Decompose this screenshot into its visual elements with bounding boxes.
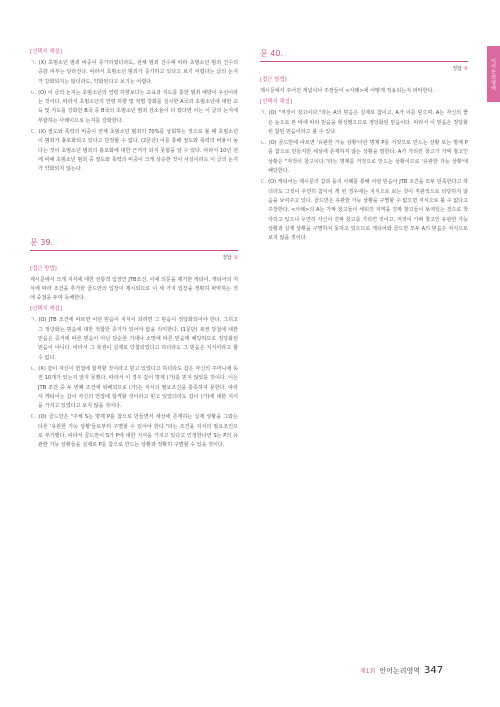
- section1-options-tag: [선택지 해설]: [30, 49, 62, 55]
- page-number: 347: [424, 665, 444, 676]
- answer-label: 정답: [222, 254, 232, 261]
- q39-item-2: ㄴ. (X) 갑이 자신이 면접에 합격할 것이라고 믿고 있었다고 하더라도 갑은 자신의 주머니에 동전 10개가 있는지 알지 못했다. 따라서 이 경우 갑이 명제 (가)를 믿지 않았을 것이다. 이는 JTB 조건 중 두 번째 조건에 위배되므로 (가)는 지식의 필요조건을 충족하지 못한다. 따라서 게티어는 갑이 자신의 면접에 합격할 것이라고 믿고 있었더라도 갑이 (가)에 대한 지식을 가지고 있었다고 보지 않을 것이다.: [30, 365, 238, 410]
- q39-item-1: ㄱ. (O) JTB 조건에 따르면 어떤 믿음이 지식이 되려면 그 믿음이 정당화되어야 한다. 그리고 그 정당화는 믿음에 대한 적합한 증거가 있어야 함을 의미한다. (1문단) 복권 당첨에 대한 믿음은 증거에 따른 믿음이 아닌 단순한 기대나 소망에 따른 믿음에 해당하므로 정당화된 믿음이 아니다. 따라서 그 복권이 실제로 당첨되었다고 하더라도 그 믿음은 지식이라고 할 수 없다.: [30, 317, 238, 361]
- left-column: [30, 48, 238, 453]
- question-39-answer: [30, 254, 238, 261]
- answer-number: ③: [233, 254, 238, 261]
- q39-method-tag: [접근 방법]: [30, 265, 57, 272]
- side-section-tab: 이어논리영역: [487, 46, 500, 102]
- right-column: [260, 48, 468, 245]
- q40-item-1: ㄱ. (O) "저것이 창고이다."라는 A의 믿음은 실제로 참이고, A가 이를 믿으며, A는 자신의 좋은 눈으로 본 바에 따라 믿음을 형성했으므로 정당화된 믿음이다. 따라서 이 믿음은 정당화된 참된 믿음이라고 볼 수 있다.: [260, 110, 468, 135]
- question-40-title: 문 40.: [260, 48, 468, 62]
- q39-method-text: 제시문에서 크게 지식에 대한 전통적 입장인 JTB조건, 이에 의문을 제기한 게티어, 게티어의 지식에 따라 조건을 추가한 골드만의 입장이 제시되므로 이 세 가지 입장을 정확히 파악하는 것에 중점을 두며 독해한다.: [30, 276, 238, 302]
- q40-method-tag: [접근 방법]: [260, 77, 287, 83]
- q39-item-3: ㄷ. (O) 골드만은 "주체 S는 명제 P를 참으로 만들면서 세상에 존재하는 실제 상황을 그와는 다른 '유관한 가능 상황'들로부터 구별할 수 있어야 한다."라는 조건을 지식의 필요조건으로 부가했다. 따라서 골드만이 S가 P에 대한 지식을 가지고 있다고 인정한다면 S는 P의 유관한 가능 상황들을 실제로 P를 참으로 만드는 상황과 정확히 구별할 수 있을 것이다.: [30, 414, 238, 449]
- question-39-title: 문 39.: [30, 237, 238, 251]
- q40-item-2: ㄴ. (O) 골드만에 따르면 '유관한 가능 상황'이란 명제 P를 거짓으로 만드는 상황 또는 명제 P를 참으로 만들지만 세상에 존재하지 않는 상황을 말한다. A가 가리킨 창고가 가짜 창고인 상황은 "저것이 창고이다."라는 명제를 거짓으로 만드는 상황이므로 '유관한 가능 상황'에 해당한다.: [260, 140, 468, 175]
- answer-number: ⑤: [463, 66, 468, 72]
- q40-method-text: 제시문에서 주어진 개념이나 주장들이 <사례>에 어떻게 적용되는지 파악한다.: [260, 88, 435, 94]
- q39-options-tag: [선택지 해설]: [30, 306, 62, 313]
- answer-label: 정답: [452, 66, 462, 72]
- page-footer: [360, 665, 443, 676]
- section1-item-3: ㄷ. (X) 절도와 폭력의 비중이 전체 초범소년 범죄의 70%를 상회하는 것으로 볼 때 초범소년이 범죄가 흉포화되고 있다고 단정할 수 없다. (2문단) 이를 통해 절도와 폭력의 비율이 높다는 것이 초범소년 범죄의 흉포화에 대한 근거가 되지 못함을 알 수 있다. 따라서 10년 전에 비해 초범소년 범죄 중 절도와 폭력의 비중이 크게 상승한 것이 사실이라도 이 글의 논지가 약화되지 않는다.: [30, 129, 238, 173]
- q40-item-3: ㄷ. (O) 게티어는 제시문의 갑과 을의 사례를 통해 어떤 믿음이 JTB 조건을 모두 만족한다고 하더라도 그것이 우연히 참이어 게 된 경우에는 지식으로 보는 것이 직관적으로 타당하지 않음을 보여주고 있다. 골드만은 유관한 가능 상황을 구별할 수 없으면 지식으로 볼 수 없다고 주장한다. <사례>의 A는 가짜 창고들이 세워진 지역을 진짜 창고들이 보여있는 것으로 착각하고 있으나 우연히 자신이 진짜 창고를 가리킨 것이고, 저것이 가짜 창고인 유관한 가능 상황과 실제 상황을 구별하지 못하고 있으므로 게티어와 골드만 모두 A의 믿음은 지식으로 보지 않을 것이다.: [260, 179, 468, 242]
- q40-options-tag: [선택지 해설]: [260, 99, 292, 106]
- section1-item-2: ㄴ. (O) 이 글의 논지는 초범소년의 연령 하향보다는 교육과 지도를 통한 범죄 예방이 우선이라는 것이다. 따라서 초범소년의 연령 하향 및 처벌 강화를 실시한 A국과 초범소년에 대한 교육 및 지도를 강화한 B국 중 B국의 초범소년 범죄 감소율이 더 컸다면 이는 이 글의 논지에 부합하는 사례이므로 논지를 강화한다.: [30, 89, 238, 124]
- section1-item-1: ㄱ. (X) 초범소년 범죄 비중이 증가하였더라도, 전체 범죄 건수에 따라 초범소년 범죄 건수의 증감 여부는 달라진다. 따라서 초범소년 범죄가 증가하고 있다고 보기 어렵다는 글의 논지가 강화되지는 않더라도, 약화된다고 보기는 어렵다.: [30, 60, 238, 85]
- question-40-answer: [260, 65, 468, 72]
- footer-subject-label: 언어논리영역: [379, 666, 420, 675]
- footer-section-label: 제1회: [360, 668, 376, 675]
